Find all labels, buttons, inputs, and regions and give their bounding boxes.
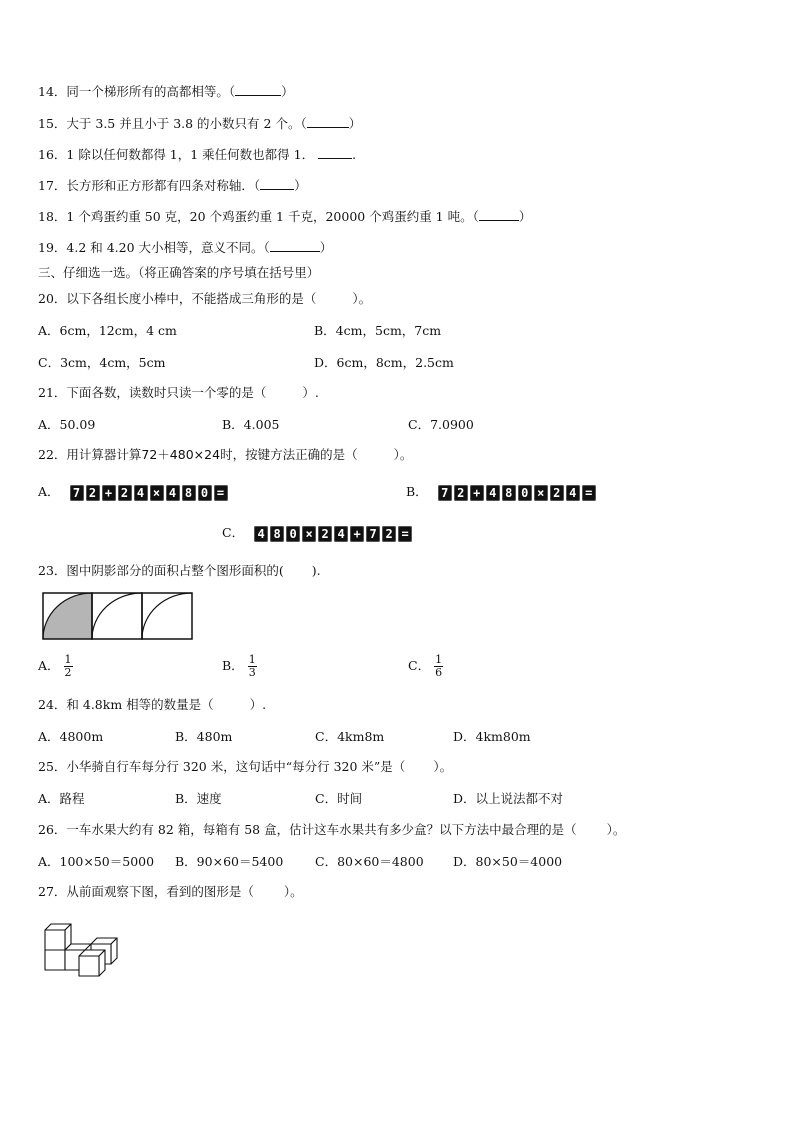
cube-front-face: [45, 930, 65, 950]
q23-option-a[interactable]: A． $\frac{1}{2}$: [38, 653, 72, 679]
calculator-key: 7: [366, 526, 380, 542]
calculator-key: ×: [534, 485, 548, 501]
calculator-key: 0: [518, 485, 532, 501]
answer-blank[interactable]: [318, 146, 352, 159]
calculator-key: 4: [134, 485, 148, 501]
q21-option-a[interactable]: A．50.09: [38, 417, 96, 432]
q21-option-b[interactable]: B．4.005: [222, 417, 280, 432]
question-20: 20．以下各组长度小棒中，不能搭成三角形的是（ ）。: [38, 291, 372, 306]
fraction: $\frac{1}{3}$: [248, 653, 256, 679]
cube-front-face: [45, 950, 65, 970]
calculator-key-sequence: [254, 525, 414, 540]
calculator-key: 4: [566, 485, 580, 501]
calculator-key: 7: [70, 485, 84, 501]
q26-option-a[interactable]: A．100×50＝5000: [38, 854, 155, 869]
q20-option-d[interactable]: D．6cm，8cm，2.5cm: [314, 355, 454, 370]
calculator-key: ×: [302, 526, 316, 542]
question-17: 17．长方形和正方形都有四条对称轴．（ ）: [38, 178, 307, 193]
cube-stack-figure: [42, 916, 118, 978]
q22-option-c[interactable]: C． 4 8 0 × 2 4 + 7 2 =: [222, 525, 414, 542]
calculator-key: 4: [254, 526, 268, 542]
q24-option-c[interactable]: C．4km8m: [315, 729, 385, 744]
q25-option-a[interactable]: A．路程: [38, 791, 85, 806]
calculator-key: =: [582, 485, 596, 501]
answer-blank[interactable]: [235, 83, 281, 96]
calculator-key: 8: [270, 526, 284, 542]
calculator-key: 0: [286, 526, 300, 542]
calculator-key-sequence: [438, 484, 598, 499]
q25-option-d[interactable]: D．以上说法都不对: [453, 791, 564, 806]
question-14: 14．同一个梯形所有的高都相等。（ ）: [38, 84, 294, 99]
calculator-key: 0: [198, 485, 212, 501]
q26-option-c[interactable]: C．80×60＝4800: [315, 854, 424, 869]
question-24: 24．和 4.8km 相等的数量是（ ）.: [38, 697, 267, 712]
q25-option-b[interactable]: B．速度: [175, 791, 222, 806]
answer-blank[interactable]: [260, 177, 294, 190]
question-15: 15．大于 3.5 并且小于 3.8 的小数只有 2 个。（ ）: [38, 116, 362, 131]
q20-option-b[interactable]: B．4cm，5cm，7cm: [314, 323, 442, 338]
answer-blank[interactable]: [270, 239, 320, 252]
q24-option-d[interactable]: D．4km80m: [453, 729, 531, 744]
question-25: 25．小华骑自行车每分行 320 米，这句话中“每分行 320 米”是（ ）。: [38, 759, 453, 774]
calculator-key: 4: [334, 526, 348, 542]
shaded-region: [43, 593, 92, 639]
arc-2: [92, 593, 142, 639]
square-3: [142, 593, 192, 639]
q24-option-a[interactable]: A．4800m: [38, 729, 104, 744]
q20-option-c[interactable]: C．3cm，4cm，5cm: [38, 355, 166, 370]
arc-3: [142, 593, 192, 639]
calculator-key: 4: [166, 485, 180, 501]
calculator-key: =: [214, 485, 228, 501]
question-18: 18．1 个鸡蛋约重 50 克，20 个鸡蛋约重 1 千克，20000 个鸡蛋约重 1 吨。（ ）: [38, 209, 532, 224]
calculator-key: 2: [118, 485, 132, 501]
calculator-key: 2: [382, 526, 396, 542]
q26-option-b[interactable]: B．90×60＝5400: [175, 854, 284, 869]
question-19: 19．4.2 和 4.20 大小相等，意义不同。（ ）: [38, 240, 333, 255]
q22-option-b[interactable]: B． 7 2 + 4 8 0 × 2 4 =: [406, 484, 598, 501]
calculator-key: +: [350, 526, 364, 542]
q23-option-c[interactable]: C． $\frac{1}{6}$: [408, 653, 443, 679]
q21-option-c[interactable]: C．7.0900: [408, 417, 474, 432]
fraction: $\frac{1}{2}$: [64, 653, 72, 679]
calculator-key: ×: [150, 485, 164, 501]
calculator-key: +: [470, 485, 484, 501]
calculator-key: 2: [550, 485, 564, 501]
q26-option-d[interactable]: D．80×50＝4000: [453, 854, 563, 869]
calculator-key: 7: [438, 485, 452, 501]
calculator-key: 4: [486, 485, 500, 501]
calculator-key-sequence: [70, 484, 230, 499]
question-23: 23．图中阴影部分的面积占整个图形面积的( ).: [38, 563, 321, 578]
question-26: 26．一车水果大约有 82 箱，每箱有 58 盒，估计这车水果共有多少盒？以下方法中最合理的是（ ）。: [38, 822, 626, 837]
calculator-key: 2: [86, 485, 100, 501]
calculator-key: 8: [502, 485, 516, 501]
question-22: 22．用计算器计算72＋480×24时，按键方法正确的是（ ）。: [38, 447, 413, 462]
q25-option-c[interactable]: C．时间: [315, 791, 363, 806]
answer-blank[interactable]: [307, 115, 349, 128]
q20-option-a[interactable]: A．6cm，12cm，4 cm: [38, 323, 177, 338]
calculator-key: 2: [454, 485, 468, 501]
question-16: 16．1 除以任何数都得 1，1 乘任何数也都得 1． .: [38, 147, 357, 162]
q23-option-b[interactable]: B． $\frac{1}{3}$: [222, 653, 256, 679]
cube-front-face: [79, 956, 99, 976]
calculator-key: +: [102, 485, 116, 501]
q24-option-b[interactable]: B．480m: [175, 729, 233, 744]
shaded-figure: [42, 592, 194, 640]
calculator-key: =: [398, 526, 412, 542]
question-27: 27．从前面观察下图，看到的图形是（ ）。: [38, 884, 303, 899]
fraction: $\frac{1}{6}$: [435, 653, 443, 679]
section-heading: 三、仔细选一选。（将正确答案的序号填在括号里）: [38, 265, 320, 280]
calculator-key: 8: [182, 485, 196, 501]
answer-blank[interactable]: [479, 208, 519, 221]
expression: 72＋480×24: [141, 447, 221, 462]
square-2: [92, 593, 142, 639]
q22-option-a[interactable]: A． 7 2 + 2 4 × 4 8 0 =: [38, 484, 230, 501]
calculator-key: 2: [318, 526, 332, 542]
question-21: 21．下面各数，读数时只读一个零的是（ ）.: [38, 385, 319, 400]
